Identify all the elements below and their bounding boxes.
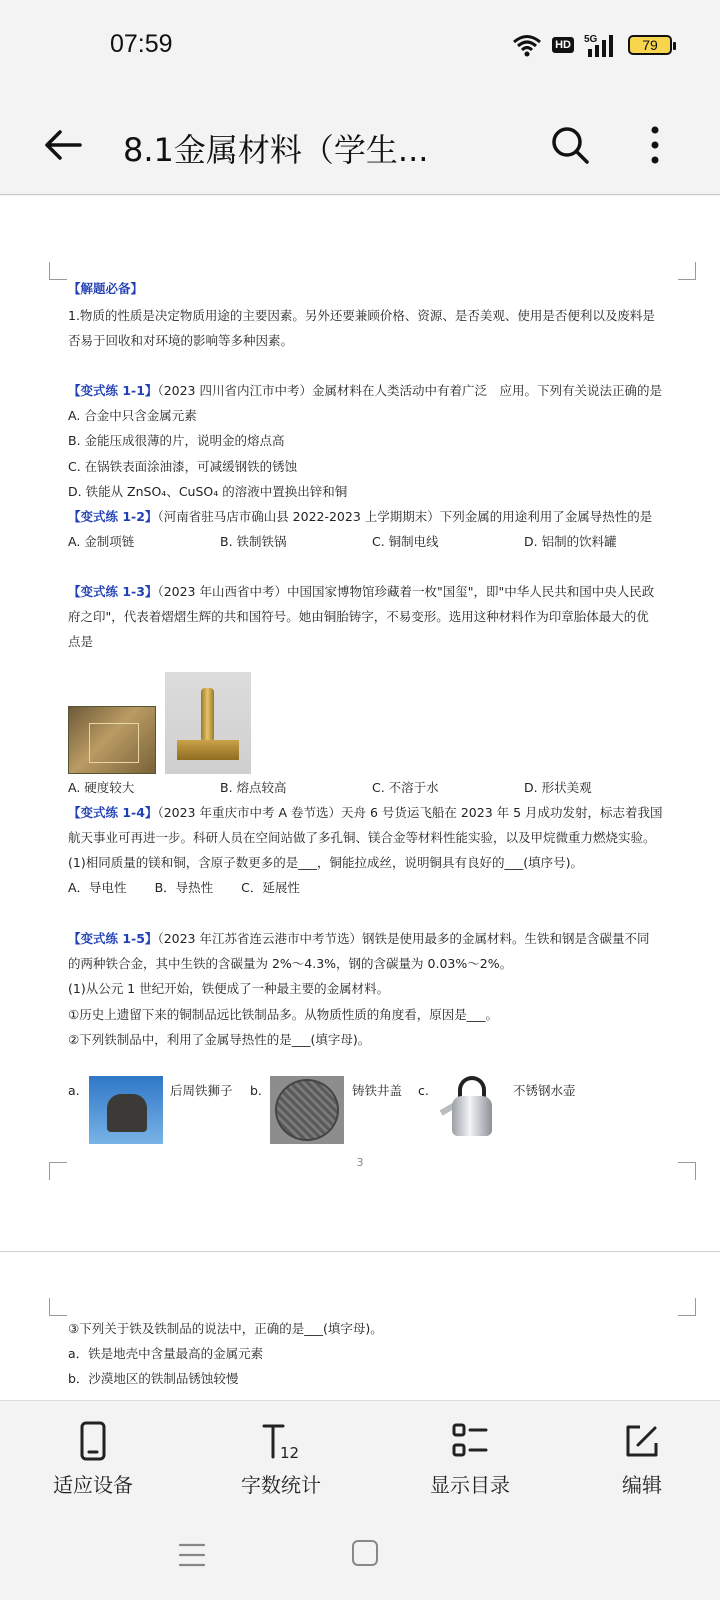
svg-text:12: 12 xyxy=(280,1444,300,1461)
signal-icon xyxy=(584,32,618,58)
choice-c-caption: 不锈钢水壶 xyxy=(513,1083,576,1098)
system-navigation-bar xyxy=(0,1510,720,1600)
option-c: C. 铜制电线 xyxy=(372,534,439,549)
exercise-stem: （2023 年江苏省连云港市中考节选）钢铁是使用最多的金属材料。生铁和钢是含碳量不同 xyxy=(157,931,650,946)
edit-button[interactable] xyxy=(577,1421,707,1498)
text-line: 的两种铁合金，其中生铁的含碳量为 2%～4.3%，钢的含碳量为 0.03%～2%。 xyxy=(68,956,513,971)
word-count-label: 字数统计 xyxy=(241,1473,321,1497)
exercise-1-3 xyxy=(68,583,654,601)
clock: 07:59 xyxy=(110,30,173,58)
exercise-label: 【变式练 1-2】 xyxy=(68,509,158,524)
battery-level: 79 xyxy=(642,37,658,53)
choice-a-label: a. xyxy=(68,1083,80,1098)
status-bar xyxy=(0,0,720,95)
text-line: a．铁是地壳中含量最高的金属元素 xyxy=(68,1346,264,1361)
document-title: 8.1金属材料（学生... xyxy=(123,131,429,169)
option-d: D. 形状美观 xyxy=(524,780,592,795)
more-options-icon[interactable] xyxy=(640,123,670,167)
text-line: ③下列关于铁及铁制品的说法中，正确的是___(填字母)。 xyxy=(68,1321,383,1336)
manhole-cover-image xyxy=(270,1076,344,1144)
text-line: 1.物质的性质是决定物质用途的主要因素。另外还要兼顾价格、资源、是否美观、使用是否便利以及废料是 xyxy=(68,308,655,323)
exercise-label: 【变式练 1-4】 xyxy=(68,805,158,820)
fit-device-label: 适应设备 xyxy=(53,1473,133,1497)
option-d: D. 铝制的饮料罐 xyxy=(524,534,617,549)
seal-stamp-image xyxy=(165,672,251,774)
option-a: A．导电性 xyxy=(68,880,127,895)
document-viewer[interactable] xyxy=(0,196,720,1400)
app-bar xyxy=(0,95,720,195)
search-icon[interactable] xyxy=(550,125,590,165)
option-d: D. 铁能从 ZnSO₄、CuSO₄ 的溶液中置换出锌和铜 xyxy=(68,484,348,499)
document-page-4 xyxy=(0,1252,720,1400)
text-line: (1)相同质量的镁和铜，含原子数更多的是___，铜能拉成丝，说明铜具有良好的___(填序号)。 xyxy=(68,855,583,870)
option-c: C．延展性 xyxy=(241,880,300,895)
word-count-button[interactable] xyxy=(216,1421,346,1498)
option-c: C. 在锅铁表面涂油漆，可减缓钢铁的锈蚀 xyxy=(68,459,298,474)
hd-badge: HD xyxy=(552,37,574,53)
options-row xyxy=(68,879,328,897)
bottom-toolbar xyxy=(0,1400,720,1510)
page-corner-mark xyxy=(49,262,67,280)
choice-a-caption: 后周铁狮子 xyxy=(170,1083,233,1098)
text-line: 府之印"，代表着熠熠生辉的共和国符号。她由铜胎铸字，不易变形。选用这种材料作为印章胎体最大的优 xyxy=(68,609,649,624)
section-heading: 【解题必备】 xyxy=(68,281,144,296)
seal-face-image xyxy=(68,706,156,774)
back-arrow-icon[interactable] xyxy=(40,122,86,168)
exercise-label: 【变式练 1-5】 xyxy=(68,931,158,946)
page-number: 3 xyxy=(356,1156,364,1169)
choice-b-label: b. xyxy=(250,1083,262,1098)
options-row xyxy=(68,533,676,551)
option-a: A. 硬度较大 xyxy=(68,780,135,795)
exercise-stem: （2023 年重庆市中考 A 卷节选）天舟 6 号货运飞船在 2023 年 5 月成功发射，标志着我国 xyxy=(157,805,663,820)
home-icon[interactable] xyxy=(352,1540,378,1566)
text-line: ②下列铁制品中，利用了金属导热性的是___(填字母)。 xyxy=(68,1032,371,1047)
edit-icon xyxy=(622,1421,662,1461)
page-corner-mark xyxy=(678,262,696,280)
exercise-label: 【变式练 1-3】 xyxy=(68,584,158,599)
option-c: C. 不溶于水 xyxy=(372,780,439,795)
edit-label: 编辑 xyxy=(622,1473,662,1497)
show-toc-button[interactable] xyxy=(405,1421,535,1498)
status-icons xyxy=(512,30,672,60)
option-a: A. 合金中只含金属元素 xyxy=(68,408,197,423)
text-line: 航天事业可再进一步。科研人员在空间站做了多孔铜、镁合金等材料性能实验，以及甲烷微重力燃烧实验。 xyxy=(68,830,656,845)
exercise-1-5 xyxy=(68,930,649,948)
word-count-icon xyxy=(261,1421,301,1461)
option-b: B. 金能压成很薄的片，说明金的熔点高 xyxy=(68,433,285,448)
wifi-icon xyxy=(512,33,542,57)
text-line: 否易于回收和对环境的影响等多种因素。 xyxy=(68,333,294,348)
option-b: B. 熔点较高 xyxy=(220,780,287,795)
battery-icon xyxy=(628,35,672,55)
text-line: ①历史上遗留下来的铜制品远比铁制品多。从物质性质的角度看，原因是___。 xyxy=(68,1007,498,1022)
document-page-3 xyxy=(0,196,720,1251)
choice-c-label: c. xyxy=(418,1083,429,1098)
page-corner-mark xyxy=(49,1298,67,1316)
recent-apps-icon[interactable] xyxy=(178,1542,206,1568)
options-row xyxy=(68,779,676,797)
exercise-stem: （2023 年山西省中考）中国国家博物馆珍藏着一枚"国玺"，即"中华人民共和国中央人民政 xyxy=(157,584,655,599)
exercise-1-2 xyxy=(68,508,652,526)
text-line: (1)从公元 1 世纪开始，铁便成了一种最主要的金属材料。 xyxy=(68,981,390,996)
kettle-image xyxy=(440,1072,504,1144)
option-b: B．导热性 xyxy=(154,880,214,895)
choice-b-caption: 铸铁井盖 xyxy=(352,1083,403,1098)
show-toc-label: 显示目录 xyxy=(430,1473,510,1497)
exercise-1-1 xyxy=(68,382,662,400)
exercise-label: 【变式练 1-1】 xyxy=(68,383,158,398)
iron-lion-image xyxy=(89,1076,163,1144)
exercise-1-4 xyxy=(68,804,663,822)
exercise-stem: （河南省驻马店市确山县 2022-2023 上学期期末）下列金属的用途利用了金属导热性的是 xyxy=(157,509,653,524)
phone-icon xyxy=(73,1421,113,1461)
fit-device-button[interactable] xyxy=(28,1421,158,1498)
exercise-stem: （2023 四川省内江市中考）金属材料在人类活动中有着广泛 应用。下列有关说法正确的是 xyxy=(157,383,662,398)
svg-text:5G: 5G xyxy=(584,34,598,45)
option-a: A. 金制项链 xyxy=(68,534,135,549)
option-b: B. 铁制铁锅 xyxy=(220,534,287,549)
text-line: 点是 xyxy=(68,634,94,649)
list-icon xyxy=(450,1421,490,1461)
text-line: b．沙漠地区的铁制品锈蚀较慢 xyxy=(68,1371,239,1386)
page-corner-mark xyxy=(678,1298,696,1316)
